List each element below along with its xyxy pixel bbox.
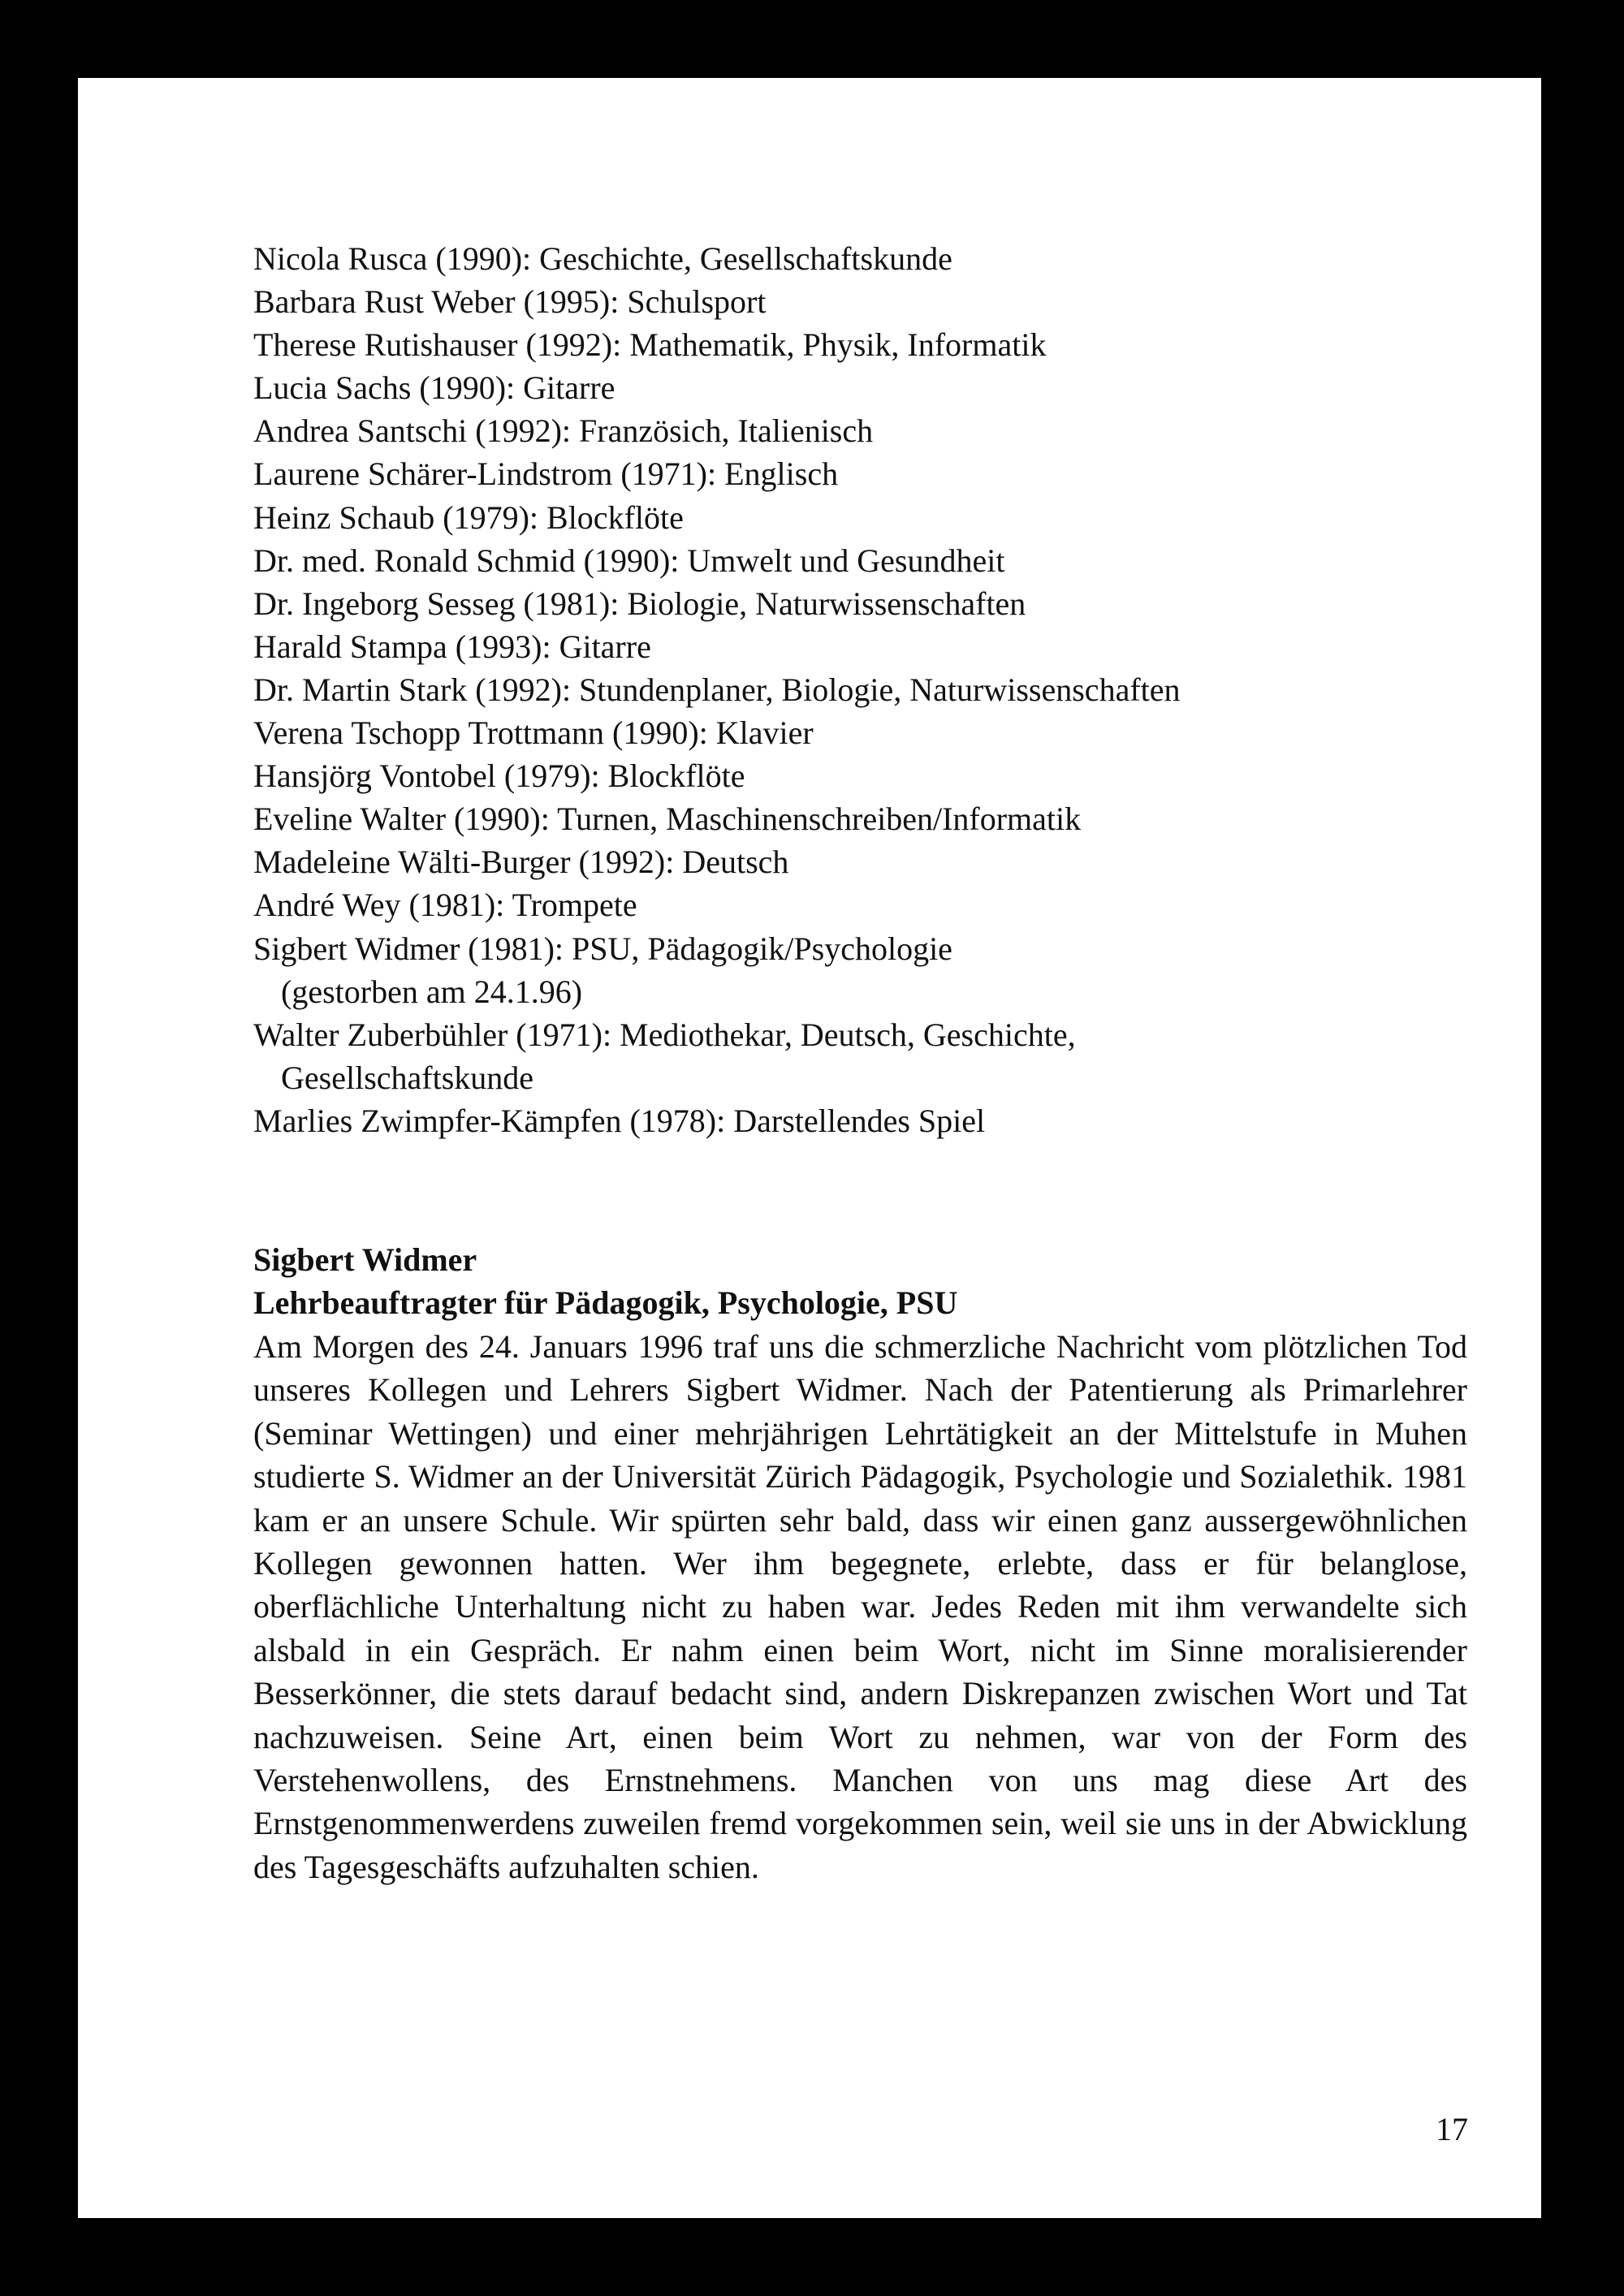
staff-entry-text: Verena Tschopp Trottmann (1990): Klavier [253,714,814,752]
staff-entry-text: Marlies Zwimpfer-Kämpfen (1978): Darstellendes Spiel [253,1102,986,1139]
staff-entry [253,797,1467,840]
obituary-name-heading: Sigbert Widmer [253,1241,477,1278]
obituary-role-heading: Lehrbeauftragter für Pädagogik, Psychologie, PSU [253,1284,958,1322]
staff-entry-continuation: (gestorben am 24.1.96) [281,973,583,1010]
staff-entry [253,280,1467,323]
staff-entry-text: Dr. Martin Stark (1992): Stundenplaner, Biologie, Naturwissenschaften [253,671,1181,708]
staff-entry-text: Laurene Schärer-Lindstrom (1971): Englisch [253,455,839,493]
staff-entry-text: Madeleine Wälti-Burger (1992): Deutsch [253,844,789,881]
staff-entry [253,625,1467,668]
staff-entry-text: Walter Zuberbühler (1971): Mediothekar, Deutsch, Geschichte, [253,1016,1076,1053]
staff-entry [253,582,1467,625]
staff-entry [253,927,1467,1013]
obituary-section [253,1238,1467,1888]
staff-entry [253,711,1467,754]
staff-entry-text: André Wey (1981): Trompete [253,887,637,924]
staff-entry [253,1099,1467,1142]
staff-entry [253,883,1467,926]
staff-entry [253,539,1467,582]
staff-entry [253,840,1467,883]
staff-entry-text: Eveline Walter (1990): Turnen, Maschinenschreiben/Informatik [253,801,1082,838]
staff-entry-text: Therese Rutishauser (1992): Mathematik, Physik, Informatik [253,326,1047,364]
staff-entry [253,237,1467,280]
staff-entry-text: Lucia Sachs (1990): Gitarre [253,369,615,407]
staff-entry-text: Barbara Rust Weber (1995): Schulsport [253,283,767,321]
staff-entry-text: Harald Stampa (1993): Gitarre [253,628,651,665]
staff-entry [253,366,1467,409]
staff-entry-text: Dr. Ingeborg Sesseg (1981): Biologie, Naturwissenschaften [253,585,1026,622]
staff-entry [253,668,1467,711]
staff-entry-text: Nicola Rusca (1990): Geschichte, Gesellschaftskunde [253,240,952,277]
staff-entry [253,323,1467,366]
page-number: 17 [1436,2111,1468,2147]
staff-entry [253,754,1467,797]
staff-entry [253,496,1467,539]
obituary-paragraph: Am Morgen des 24. Januars 1996 traf uns die schmerzliche Nachricht vom plötzlichen Tod unseres Kollegen und Lehrers Sigbert Widmer. Nach der Patentierung als Primarlehrer (Seminar Wettingen) und einer mehrjährigen Lehrtätigkeit an der Mittelstufe in Muhen studierte S. Widmer an der Universität Zürich Pädagogik, Psychologie und Sozialethik. 1981 kam er an unsere Schule. Wir spürten sehr bald, dass wir einen ganz aussergewöhnlichen Kollegen gewonnen hatten. Wer ihm begegnete, erlebte, dass er für belanglose, oberflächliche Unterhaltung nicht zu haben war. Jedes Reden mit ihm verwandelte sich alsbald in ein Gespräch. Er nahm einen beim Wort, nicht im Sinne moralisierender Besserkönner, die stets darauf bedacht sind, andern Diskrepanzen zwischen Wort und Tat nachzuweisen. Seine Art, einen beim Wort zu nehmen, war von der Form des Verstehenwollens, des Ernstnehmens. Manchen von uns mag diese Art des Ernstgenommenwerdens zuweilen fremd vorgekommen sein, weil sie uns in der Abwicklung des Tagesgeschäfts aufzuhalten schien. [253,1327,1467,1885]
staff-entry-text: Dr. med. Ronald Schmid (1990): Umwelt und Gesundheit [253,542,1005,579]
staff-entry-text: Andrea Santschi (1992): Französich, Italienisch [253,412,874,450]
staff-entry-text: Hansjörg Vontobel (1979): Blockflöte [253,757,745,795]
staff-entry [253,409,1467,452]
page-content [253,237,1467,1888]
staff-entry [253,452,1467,495]
staff-entry [253,1013,1467,1099]
staff-list [253,237,1467,1142]
staff-entry-continuation: Gesellschaftskunde [281,1059,534,1096]
staff-entry-text: Sigbert Widmer (1981): PSU, Pädagogik/Psychologie [253,930,952,967]
document-page [78,78,1541,2218]
staff-entry-text: Heinz Schaub (1979): Blockflöte [253,498,684,536]
